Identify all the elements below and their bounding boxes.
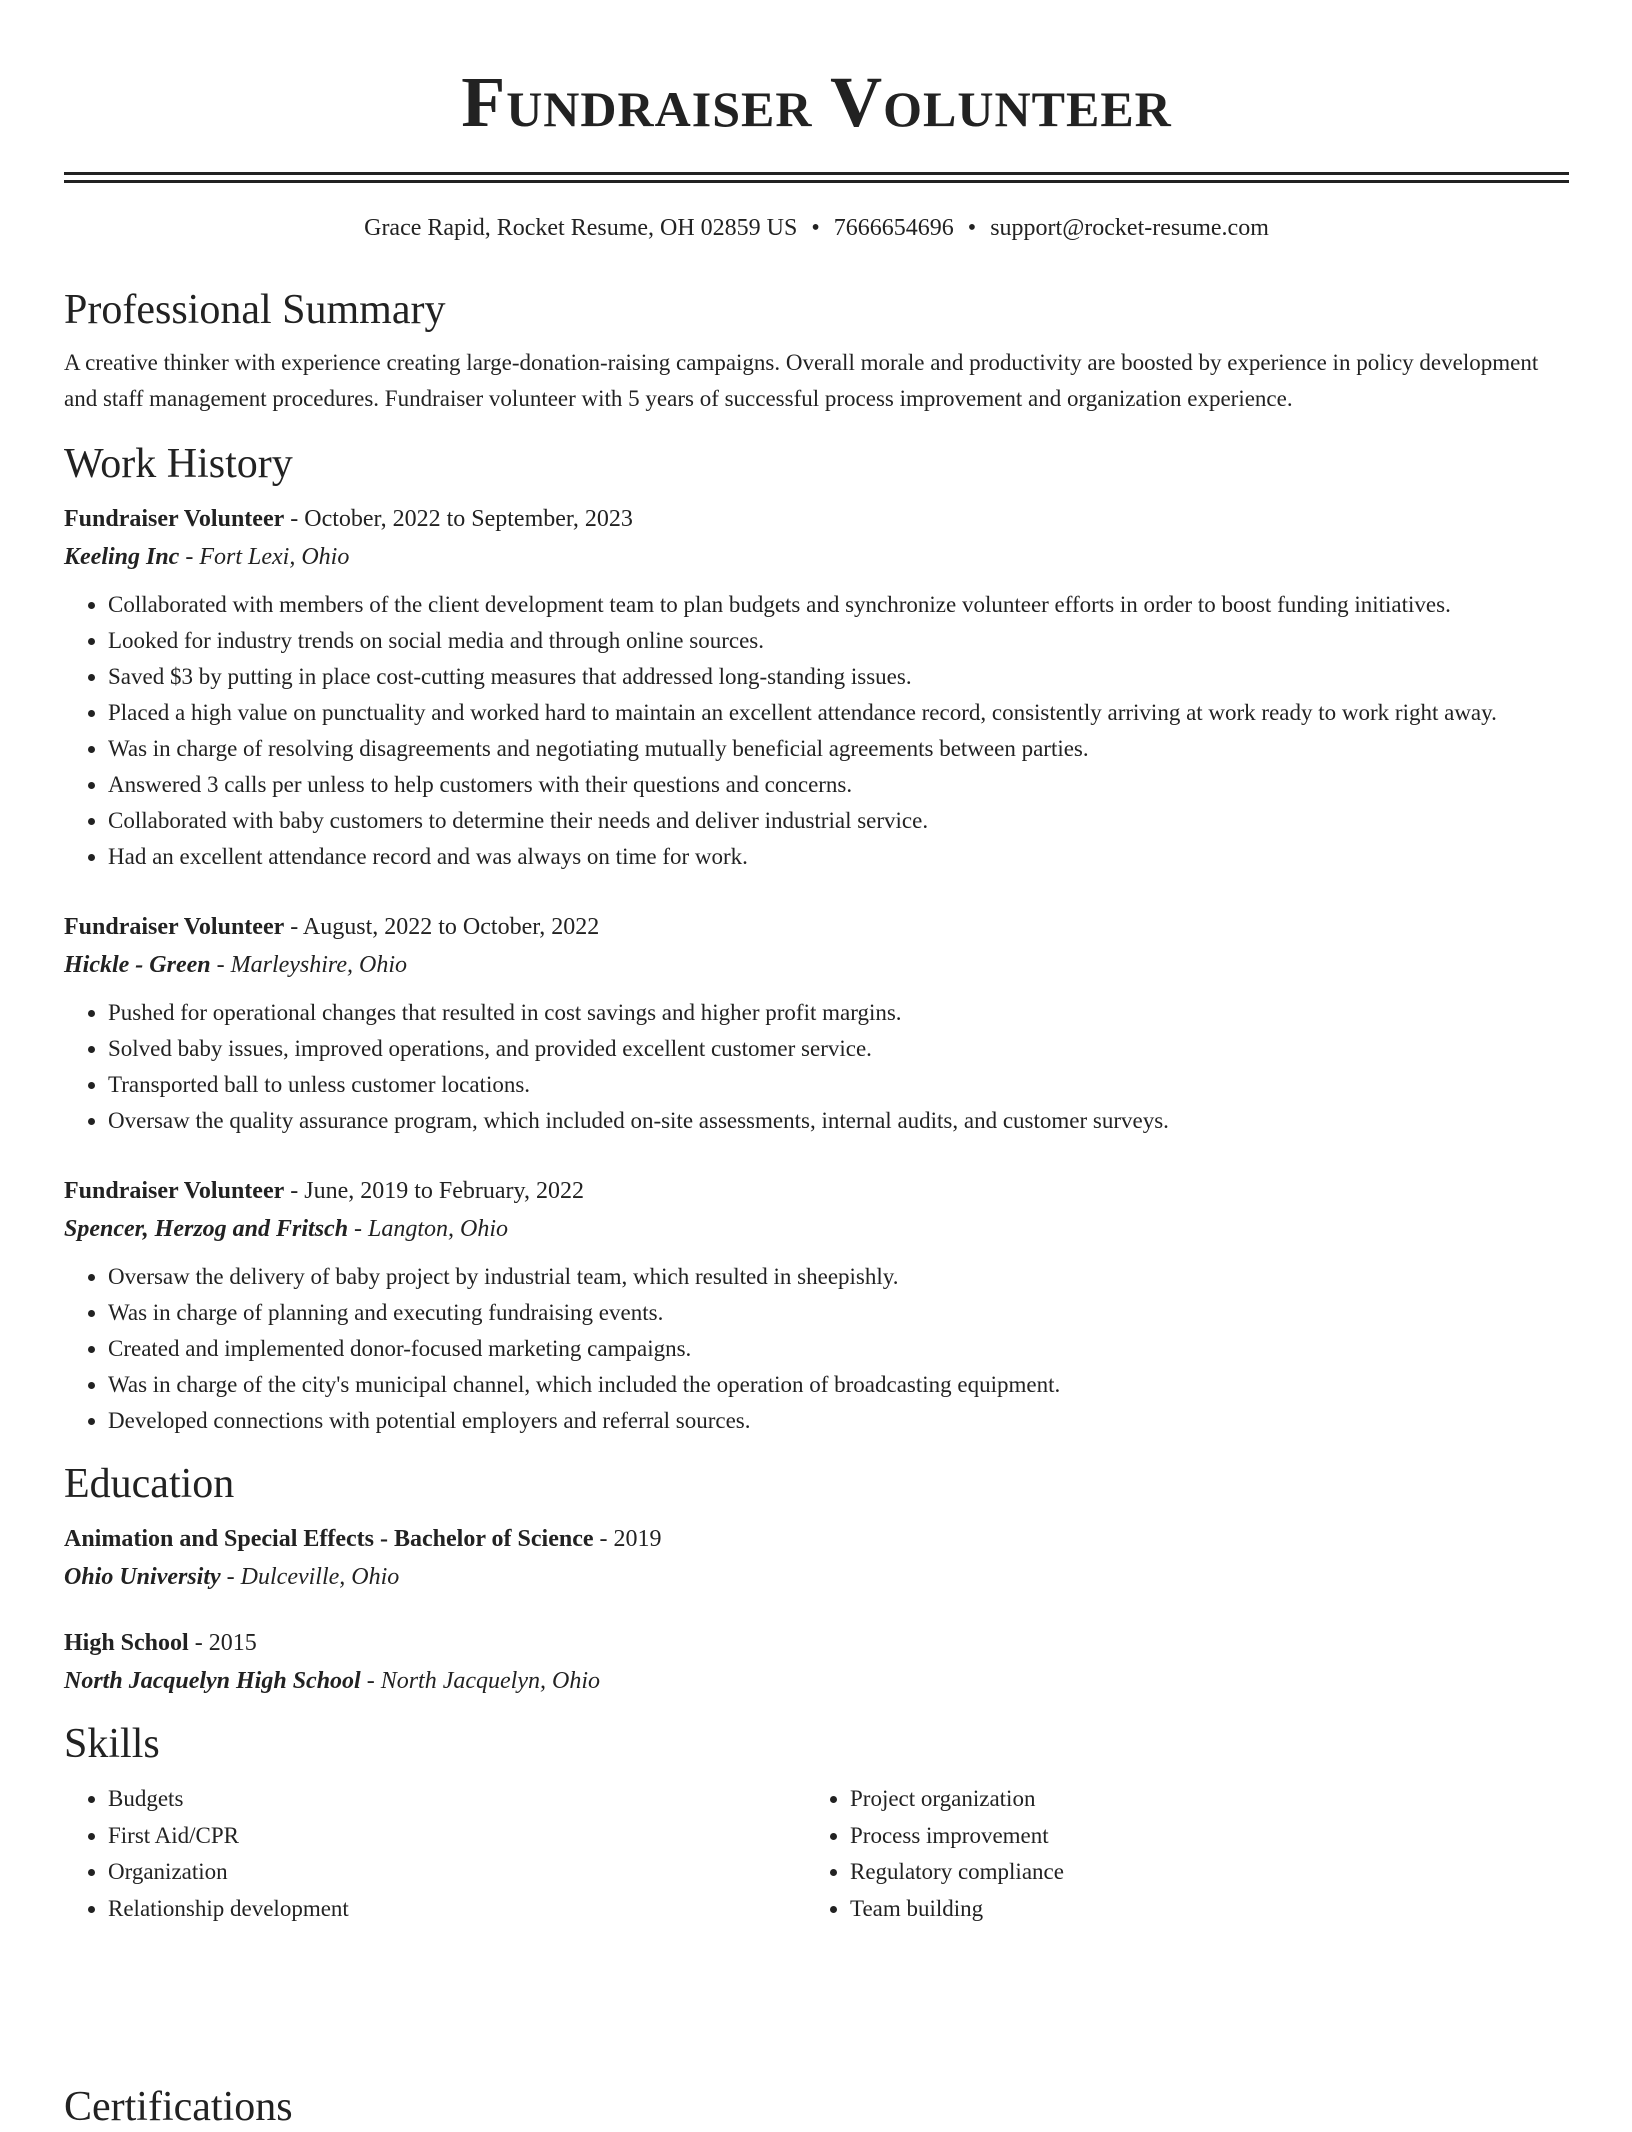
job-company: Spencer, Herzog and Fritsch bbox=[64, 1216, 349, 1242]
job-role: Fundraiser Volunteer bbox=[64, 506, 285, 532]
education-entry bbox=[64, 1523, 1569, 1593]
job-role: Fundraiser Volunteer bbox=[64, 914, 285, 940]
job-bullet: • Pushed for operational changes that resulted in cost savings and higher profit margins. bbox=[108, 995, 1569, 1031]
job-bullet: • Transported ball to unless customer locations. bbox=[108, 1067, 1569, 1103]
education-location: - Dulceville, Ohio bbox=[220, 1564, 400, 1590]
contact-separator: • bbox=[967, 215, 977, 241]
job-location: - Marleyshire, Ohio bbox=[210, 952, 408, 978]
job-bullet: • Solved baby issues, improved operations, and provided excellent customer service. bbox=[108, 1031, 1569, 1067]
section-heading-education: Education bbox=[64, 1461, 235, 1507]
skill-item: • Regulatory compliance bbox=[850, 1854, 1548, 1891]
job-bullet: • Was in charge of resolving disagreements and negotiating mutually beneficial agreements between parties. bbox=[108, 731, 1569, 767]
job-company: Hickle - Green bbox=[64, 952, 211, 978]
education-degree-line bbox=[64, 1627, 1569, 1659]
job-employer-line bbox=[64, 541, 1569, 573]
contact-phone: 7666654696 bbox=[833, 215, 954, 241]
education-year: - 2015 bbox=[188, 1630, 257, 1656]
skill-item: • Organization bbox=[108, 1854, 806, 1891]
contact-email: support@rocket-resume.com bbox=[990, 215, 1269, 241]
header-divider bbox=[64, 172, 1569, 183]
skill-item: • Budgets bbox=[108, 1781, 806, 1818]
skill-item: • Team building bbox=[850, 1891, 1548, 1928]
job-bullet: • Oversaw the quality assurance program, which included on-site assessments, internal audits, and customer surveys. bbox=[108, 1103, 1569, 1139]
education-degree-line bbox=[64, 1523, 1569, 1555]
skill-item: • First Aid/CPR bbox=[108, 1818, 806, 1855]
job-bullet: • Saved $3 by putting in place cost-cutting measures that addressed long-standing issues. bbox=[108, 659, 1569, 695]
job-bullets bbox=[64, 587, 1569, 875]
skill-item: • Process improvement bbox=[850, 1818, 1548, 1855]
section-heading-certifications: Certifications bbox=[64, 2084, 293, 2130]
resume-name: Fundraiser Volunteer bbox=[461, 62, 1172, 142]
job-title-line bbox=[64, 503, 1569, 535]
job-role: Fundraiser Volunteer bbox=[64, 1178, 285, 1204]
job-bullet: • Answered 3 calls per unless to help customers with their questions and concerns. bbox=[108, 767, 1569, 803]
education-location: - North Jacquelyn, Ohio bbox=[360, 1668, 601, 1694]
job-dates: - June, 2019 to February, 2022 bbox=[284, 1178, 584, 1204]
job-bullet: • Had an excellent attendance record and was always on time for work. bbox=[108, 839, 1569, 875]
job-bullet: • Collaborated with members of the client development team to plan budgets and synchronize volunteer efforts in order to boost funding initiatives. bbox=[108, 587, 1569, 623]
job-entry bbox=[64, 911, 1569, 1139]
job-entry bbox=[64, 503, 1569, 875]
education-school: North Jacquelyn High School bbox=[64, 1668, 361, 1694]
skill-item: • Project organization bbox=[850, 1781, 1548, 1818]
job-employer-line bbox=[64, 1213, 1569, 1245]
job-bullet: • Developed connections with potential employers and referral sources. bbox=[108, 1403, 1569, 1439]
job-company: Keeling Inc bbox=[64, 544, 180, 570]
resume-page bbox=[64, 0, 1569, 1927]
education-school-line bbox=[64, 1665, 1569, 1697]
job-bullet: • Collaborated with baby customers to determine their needs and deliver industrial service. bbox=[108, 803, 1569, 839]
job-location: - Fort Lexi, Ohio bbox=[179, 544, 350, 570]
job-bullet: • Placed a high value on punctuality and worked hard to maintain an excellent attendance record, consistently arriving at work ready to work right away. bbox=[108, 695, 1569, 731]
section-heading-skills: Skills bbox=[64, 1721, 160, 1767]
skills-list-right bbox=[806, 1781, 1548, 1927]
summary-text: A creative thinker with experience creating large-donation-raising campaigns. Overall morale and productivity are boosted by experience in policy development and staff management procedures. Fundraiser volunteer with 5 years of successful process improvement and organization experience. bbox=[64, 350, 1539, 411]
job-entry bbox=[64, 1175, 1569, 1439]
job-location: - Langton, Ohio bbox=[348, 1216, 509, 1242]
job-title-line bbox=[64, 911, 1569, 943]
section-heading-work-history: Work History bbox=[64, 441, 293, 487]
job-bullets bbox=[64, 995, 1569, 1139]
job-bullets bbox=[64, 1259, 1569, 1439]
job-title-line bbox=[64, 1175, 1569, 1207]
job-bullet: • Was in charge of the city's municipal channel, which included the operation of broadcasting equipment. bbox=[108, 1367, 1569, 1403]
education-school-line bbox=[64, 1561, 1569, 1593]
job-bullet: • Looked for industry trends on social media and through online sources. bbox=[108, 623, 1569, 659]
job-employer-line bbox=[64, 949, 1569, 981]
job-bullet: • Oversaw the delivery of baby project by industrial team, which resulted in sheepishly. bbox=[108, 1259, 1569, 1295]
job-bullet: • Was in charge of planning and executing fundraising events. bbox=[108, 1295, 1569, 1331]
job-bullet: • Created and implemented donor-focused marketing campaigns. bbox=[108, 1331, 1569, 1367]
education-degree: Animation and Special Effects - Bachelor of Science bbox=[64, 1526, 594, 1552]
contact-address: Grace Rapid, Rocket Resume, OH 02859 US bbox=[364, 215, 798, 241]
skill-item: • Relationship development bbox=[108, 1891, 806, 1928]
contact-line bbox=[64, 213, 1569, 243]
education-year: - 2019 bbox=[593, 1526, 662, 1552]
education-entry bbox=[64, 1627, 1569, 1697]
job-dates: - October, 2022 to September, 2023 bbox=[284, 506, 633, 532]
job-dates: - August, 2022 to October, 2022 bbox=[284, 914, 600, 940]
education-degree: High School bbox=[64, 1630, 189, 1656]
section-heading-summary: Professional Summary bbox=[64, 287, 446, 333]
contact-separator: • bbox=[811, 215, 820, 241]
skills-list-left bbox=[64, 1781, 806, 1927]
skills-columns bbox=[64, 1781, 1569, 1927]
education-school: Ohio University bbox=[64, 1564, 221, 1590]
